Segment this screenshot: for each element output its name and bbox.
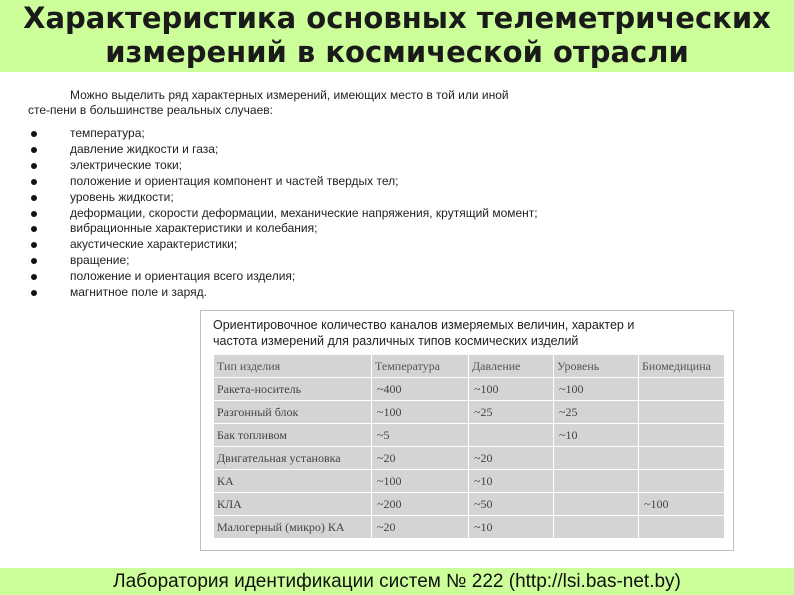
table-cell <box>554 447 639 470</box>
table-panel <box>200 310 734 551</box>
column-header: Уровень <box>554 355 639 378</box>
column-header: Тип изделия <box>214 355 372 378</box>
table-cell: ~50 <box>469 493 554 516</box>
list-item: магнитное поле и заряд. <box>28 285 768 301</box>
bullet-icon <box>31 147 37 153</box>
table-cell <box>554 470 639 493</box>
bullet-icon <box>31 258 37 264</box>
table-cell: ~100 <box>554 378 639 401</box>
table-row <box>214 378 725 401</box>
table-cell: ~25 <box>469 401 554 424</box>
page-title-line-1: Характеристика основных телеметрических <box>23 1 771 35</box>
footer-bar <box>0 568 794 595</box>
list-item: положение и ориентация компонент и частей твердых тел; <box>28 174 768 190</box>
table-cell <box>639 378 725 401</box>
title-bar <box>0 0 794 72</box>
table-cell: ~10 <box>554 424 639 447</box>
table-cell <box>639 424 725 447</box>
intro-line-1: Можно выделить ряд характерных измерений, имеющих место в той или иной <box>70 88 509 102</box>
list-item: уровень жидкости; <box>28 190 768 206</box>
bullet-icon <box>31 211 37 217</box>
bullet-icon <box>31 242 37 248</box>
table-cell: ~100 <box>372 401 469 424</box>
table-row <box>214 424 725 447</box>
table-cell: Разгонный блок <box>214 401 372 424</box>
bullet-icon <box>31 179 37 185</box>
table-cell: ~20 <box>372 516 469 539</box>
table-row <box>214 401 725 424</box>
table-cell: ~10 <box>469 516 554 539</box>
table-cell: Малогерный (микро) КА <box>214 516 372 539</box>
table-cell <box>639 470 725 493</box>
bullet-icon <box>31 226 37 232</box>
table-cell: ~25 <box>554 401 639 424</box>
page-title-line-2: измерений в космической отрасли <box>105 35 689 69</box>
table-cell <box>554 493 639 516</box>
list-item: деформации, скорости деформации, механические напряжения, крутящий момент; <box>28 206 768 222</box>
table-cell: ~100 <box>469 378 554 401</box>
intro-line-2: сте-пени в большинстве реальных случаев: <box>28 103 273 117</box>
table-caption <box>213 317 723 349</box>
table-row <box>214 470 725 493</box>
table-cell <box>639 516 725 539</box>
measurement-list <box>28 126 768 301</box>
table-cell: Двигательная установка <box>214 447 372 470</box>
column-header: Давление <box>469 355 554 378</box>
table-cell: ~20 <box>372 447 469 470</box>
bullet-icon <box>31 131 37 137</box>
bullet-icon <box>31 163 37 169</box>
table-cell: ~20 <box>469 447 554 470</box>
list-item: давление жидкости и газа; <box>28 142 768 158</box>
channels-table <box>213 354 724 538</box>
table-cell: ~400 <box>372 378 469 401</box>
bullet-icon <box>31 290 37 296</box>
table-cell: Ракета-носитель <box>214 378 372 401</box>
table-cell: ~100 <box>639 493 725 516</box>
list-item: вращение; <box>28 253 768 269</box>
list-item: электрические токи; <box>28 158 768 174</box>
column-header: Температура <box>372 355 469 378</box>
list-item: температура; <box>28 126 768 142</box>
table-header-row <box>214 355 725 378</box>
table-cell: ~10 <box>469 470 554 493</box>
table-row <box>214 447 725 470</box>
table-cell: ~100 <box>372 470 469 493</box>
table-cell: Бак топливом <box>214 424 372 447</box>
table-cell <box>639 447 725 470</box>
footer-text: Лаборатория идентификации систем № 222 (http://lsi.bas-net.by) <box>113 571 681 592</box>
table-cell: КЛА <box>214 493 372 516</box>
table-caption-line-2: частота измерений для различных типов космических изделий <box>213 334 579 348</box>
list-item: акустические характеристики; <box>28 237 768 253</box>
table-cell: КА <box>214 470 372 493</box>
intro-paragraph <box>28 88 768 118</box>
list-item: вибрационные характеристики и колебания; <box>28 221 768 237</box>
list-item: положение и ориентация всего изделия; <box>28 269 768 285</box>
table-cell <box>639 401 725 424</box>
table-cell: ~5 <box>372 424 469 447</box>
table-cell: ~200 <box>372 493 469 516</box>
table-cell <box>554 516 639 539</box>
bullet-icon <box>31 195 37 201</box>
table-row <box>214 516 725 539</box>
table-cell <box>469 424 554 447</box>
table-caption-line-1: Ориентировочное количество каналов измеряемых величин, характер и <box>213 318 635 332</box>
bullet-icon <box>31 274 37 280</box>
table-row <box>214 493 725 516</box>
column-header: Биомедицина <box>639 355 725 378</box>
